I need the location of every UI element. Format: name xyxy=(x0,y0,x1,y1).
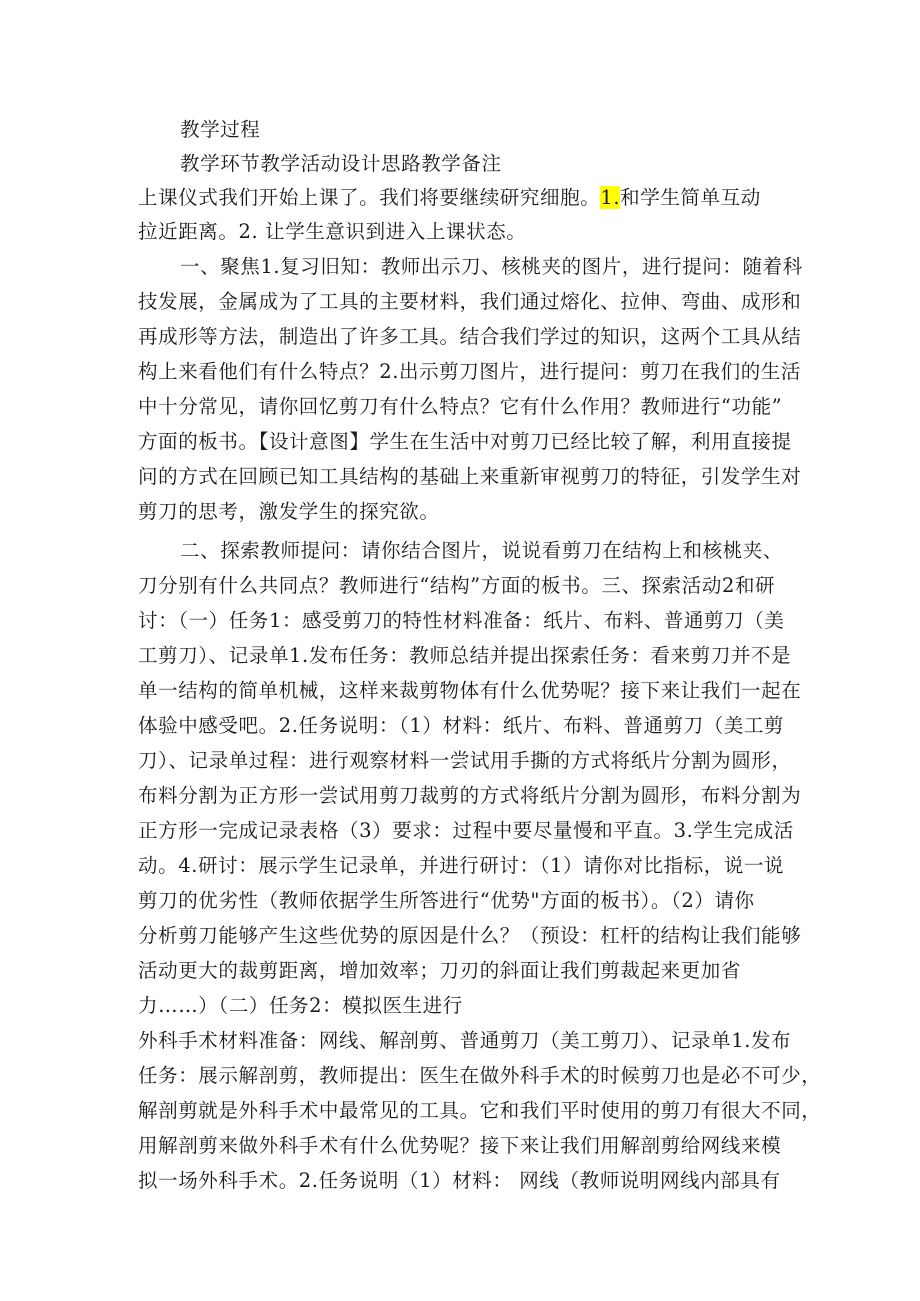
body-line-12: 刀分别有什么共同点？教师进行“结构”方面的板书。三、探索活动2和研 xyxy=(138,574,776,597)
body-line-29: 拟一场外科手术。2.任务说明（1）材料： 网线（教师说明网线内部具有 xyxy=(138,1169,781,1192)
body-line-6: 构上来看他们有什么特点？2.出示剪刀图片，进行提问：剪刀在我们的生活 xyxy=(138,360,802,383)
body-line-21: 剪刀的优劣性（教师依据学生所答进行“优势"方面的板书）。（2）请你 xyxy=(138,889,755,912)
body-line-7: 中十分常见，请你回忆剪刀有什么特点？它有什么作用？教师进行“功能” xyxy=(138,395,783,418)
body-line-24: 力……）（二）任务2：模拟医生进行 xyxy=(138,994,463,1017)
body-line-2: 拉近距离。2. 让学生意识到进入上课状态。 xyxy=(138,220,527,243)
body-line-11: 二、探索教师提问：请你结合图片，说说看剪刀在结构上和核桃夹、 xyxy=(180,539,784,562)
table-header-row: 教学环节教学活动设计思路教学备注 xyxy=(180,152,502,175)
body-line-13: 讨：（一）任务1：感受剪刀的特性材料准备：纸片、布料、普通剪刀（美 xyxy=(138,609,785,632)
body-line-25: 外科手术材料准备：网线、解剖剪、普通剪刀（美工剪刀）、记录单1.发布 xyxy=(138,1029,792,1052)
body-line-15: 单一结构的简单机械，这样来裁剪物体有什么优势呢？接下来让我们一起在 xyxy=(138,679,802,702)
body-line-9: 问的方式在回顾已知工具结构的基础上来重新审视剪刀的特征，引发学生对 xyxy=(138,465,802,488)
body-line-1 xyxy=(138,185,761,211)
body-line-22: 分析剪刀能够产生这些优势的原因是什么？（预设：杠杆的结构让我们能够 xyxy=(138,924,802,947)
body-line-23: 活动更大的裁剪距离，增加效率；刀刃的斜面让我们剪裁起来更加省 xyxy=(138,959,742,982)
body-line-19: 正方形一完成记录表格（3）要求：过程中要尽量慢和平直。3.学生完成活 xyxy=(138,819,794,842)
highlighted-marker: 1. xyxy=(600,186,621,209)
body-line-1-tail: 和学生简单互动 xyxy=(620,186,761,209)
body-line-8: 方面的板书。【设计意图】学生在生活中对剪刀已经比较了解，利用直接提 xyxy=(138,430,792,453)
body-line-1-text: 上课仪式我们开始上课了。我们将要继续研究细胞。 xyxy=(138,186,601,209)
body-line-20: 动。4.研讨：展示学生记录单，并进行研讨：（1）请你对比指标，说一说 xyxy=(138,854,785,877)
section-heading: 教学过程 xyxy=(180,118,261,141)
body-line-28: 用解剖剪来做外科手术有什么优势呢？接下来让我们用解剖剪给网线来模 xyxy=(138,1134,782,1157)
body-line-27: 解剖剪就是外科手术中最常见的工具。它和我们平时使用的剪刀有很大不同， xyxy=(138,1099,822,1122)
body-line-14: 工剪刀）、记录单1.发布任务：教师总结并提出探索任务：看来剪刀并不是 xyxy=(138,644,792,667)
body-line-16: 体验中感受吧。2.任务说明：（1）材料：纸片、布料、普通剪刀（美工剪 xyxy=(138,714,785,737)
body-line-10: 剪刀的思考，激发学生的探究欲。 xyxy=(138,500,440,523)
body-line-17: 刀）、记录单过程：进行观察材料一尝试用手撕的方式将纸片分割为圆形， xyxy=(138,749,792,772)
body-line-5: 再成形等方法，制造出了许多工具。结合我们学过的知识，这两个工具从结 xyxy=(138,325,802,348)
body-line-4: 技发展，金属成为了工具的主要材料，我们通过熔化、拉伸、弯曲、成形和 xyxy=(138,290,802,313)
body-line-26: 任务：展示解剖剪，教师提出：医生在做外科手术的时候剪刀也是必不可少， xyxy=(138,1064,822,1087)
body-line-18: 布料分割为正方形一尝试用剪刀裁剪的方式将纸片分割为圆形，布料分割为 xyxy=(138,784,802,807)
body-line-3: 一、聚焦1.复习旧知：教师出示刀、核桃夹的图片，进行提问：随着科 xyxy=(180,255,803,278)
